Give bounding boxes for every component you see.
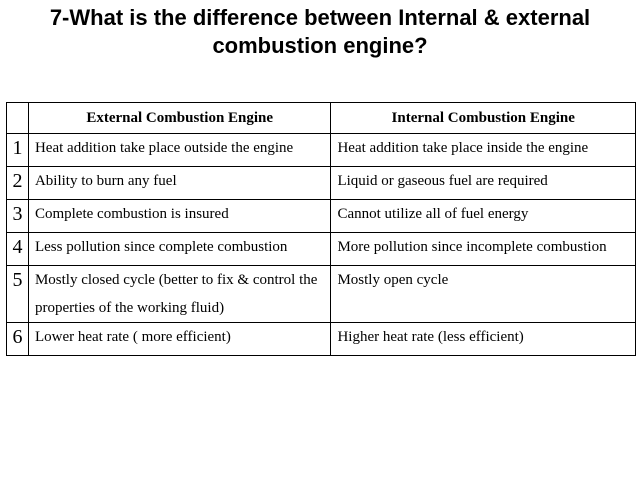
internal-cell: Heat addition take place inside the engine xyxy=(331,134,636,167)
table-row xyxy=(7,200,636,233)
table-row xyxy=(7,266,636,323)
row-number: 2 xyxy=(7,167,29,200)
external-cell: Mostly closed cycle (better to fix & control the properties of the working fluid) xyxy=(28,266,331,323)
table-row xyxy=(7,167,636,200)
table-row xyxy=(7,233,636,266)
external-cell: Ability to burn any fuel xyxy=(28,167,331,200)
external-cell: Heat addition take place outside the engine xyxy=(28,134,331,167)
internal-cell: More pollution since incomplete combustion xyxy=(331,233,636,266)
table-row xyxy=(7,323,636,356)
external-cell: Complete combustion is insured xyxy=(28,200,331,233)
internal-cell: Cannot utilize all of fuel energy xyxy=(331,200,636,233)
row-number: 3 xyxy=(7,200,29,233)
row-number: 4 xyxy=(7,233,29,266)
table-row xyxy=(7,134,636,167)
internal-cell: Mostly open cycle xyxy=(331,266,636,323)
row-number: 5 xyxy=(7,266,29,323)
header-internal: Internal Combustion Engine xyxy=(331,103,636,134)
row-number: 1 xyxy=(7,134,29,167)
external-cell: Lower heat rate ( more efficient) xyxy=(28,323,331,356)
row-number: 6 xyxy=(7,323,29,356)
comparison-table xyxy=(6,102,636,356)
external-cell: Less pollution since complete combustion xyxy=(28,233,331,266)
header-number xyxy=(7,103,29,134)
header-external: External Combustion Engine xyxy=(28,103,331,134)
internal-cell: Higher heat rate (less efficient) xyxy=(331,323,636,356)
table-header-row xyxy=(7,103,636,134)
slide-title: 7-What is the difference between Internal & external combustion engine? xyxy=(49,5,591,58)
internal-cell: Liquid or gaseous fuel are required xyxy=(331,167,636,200)
